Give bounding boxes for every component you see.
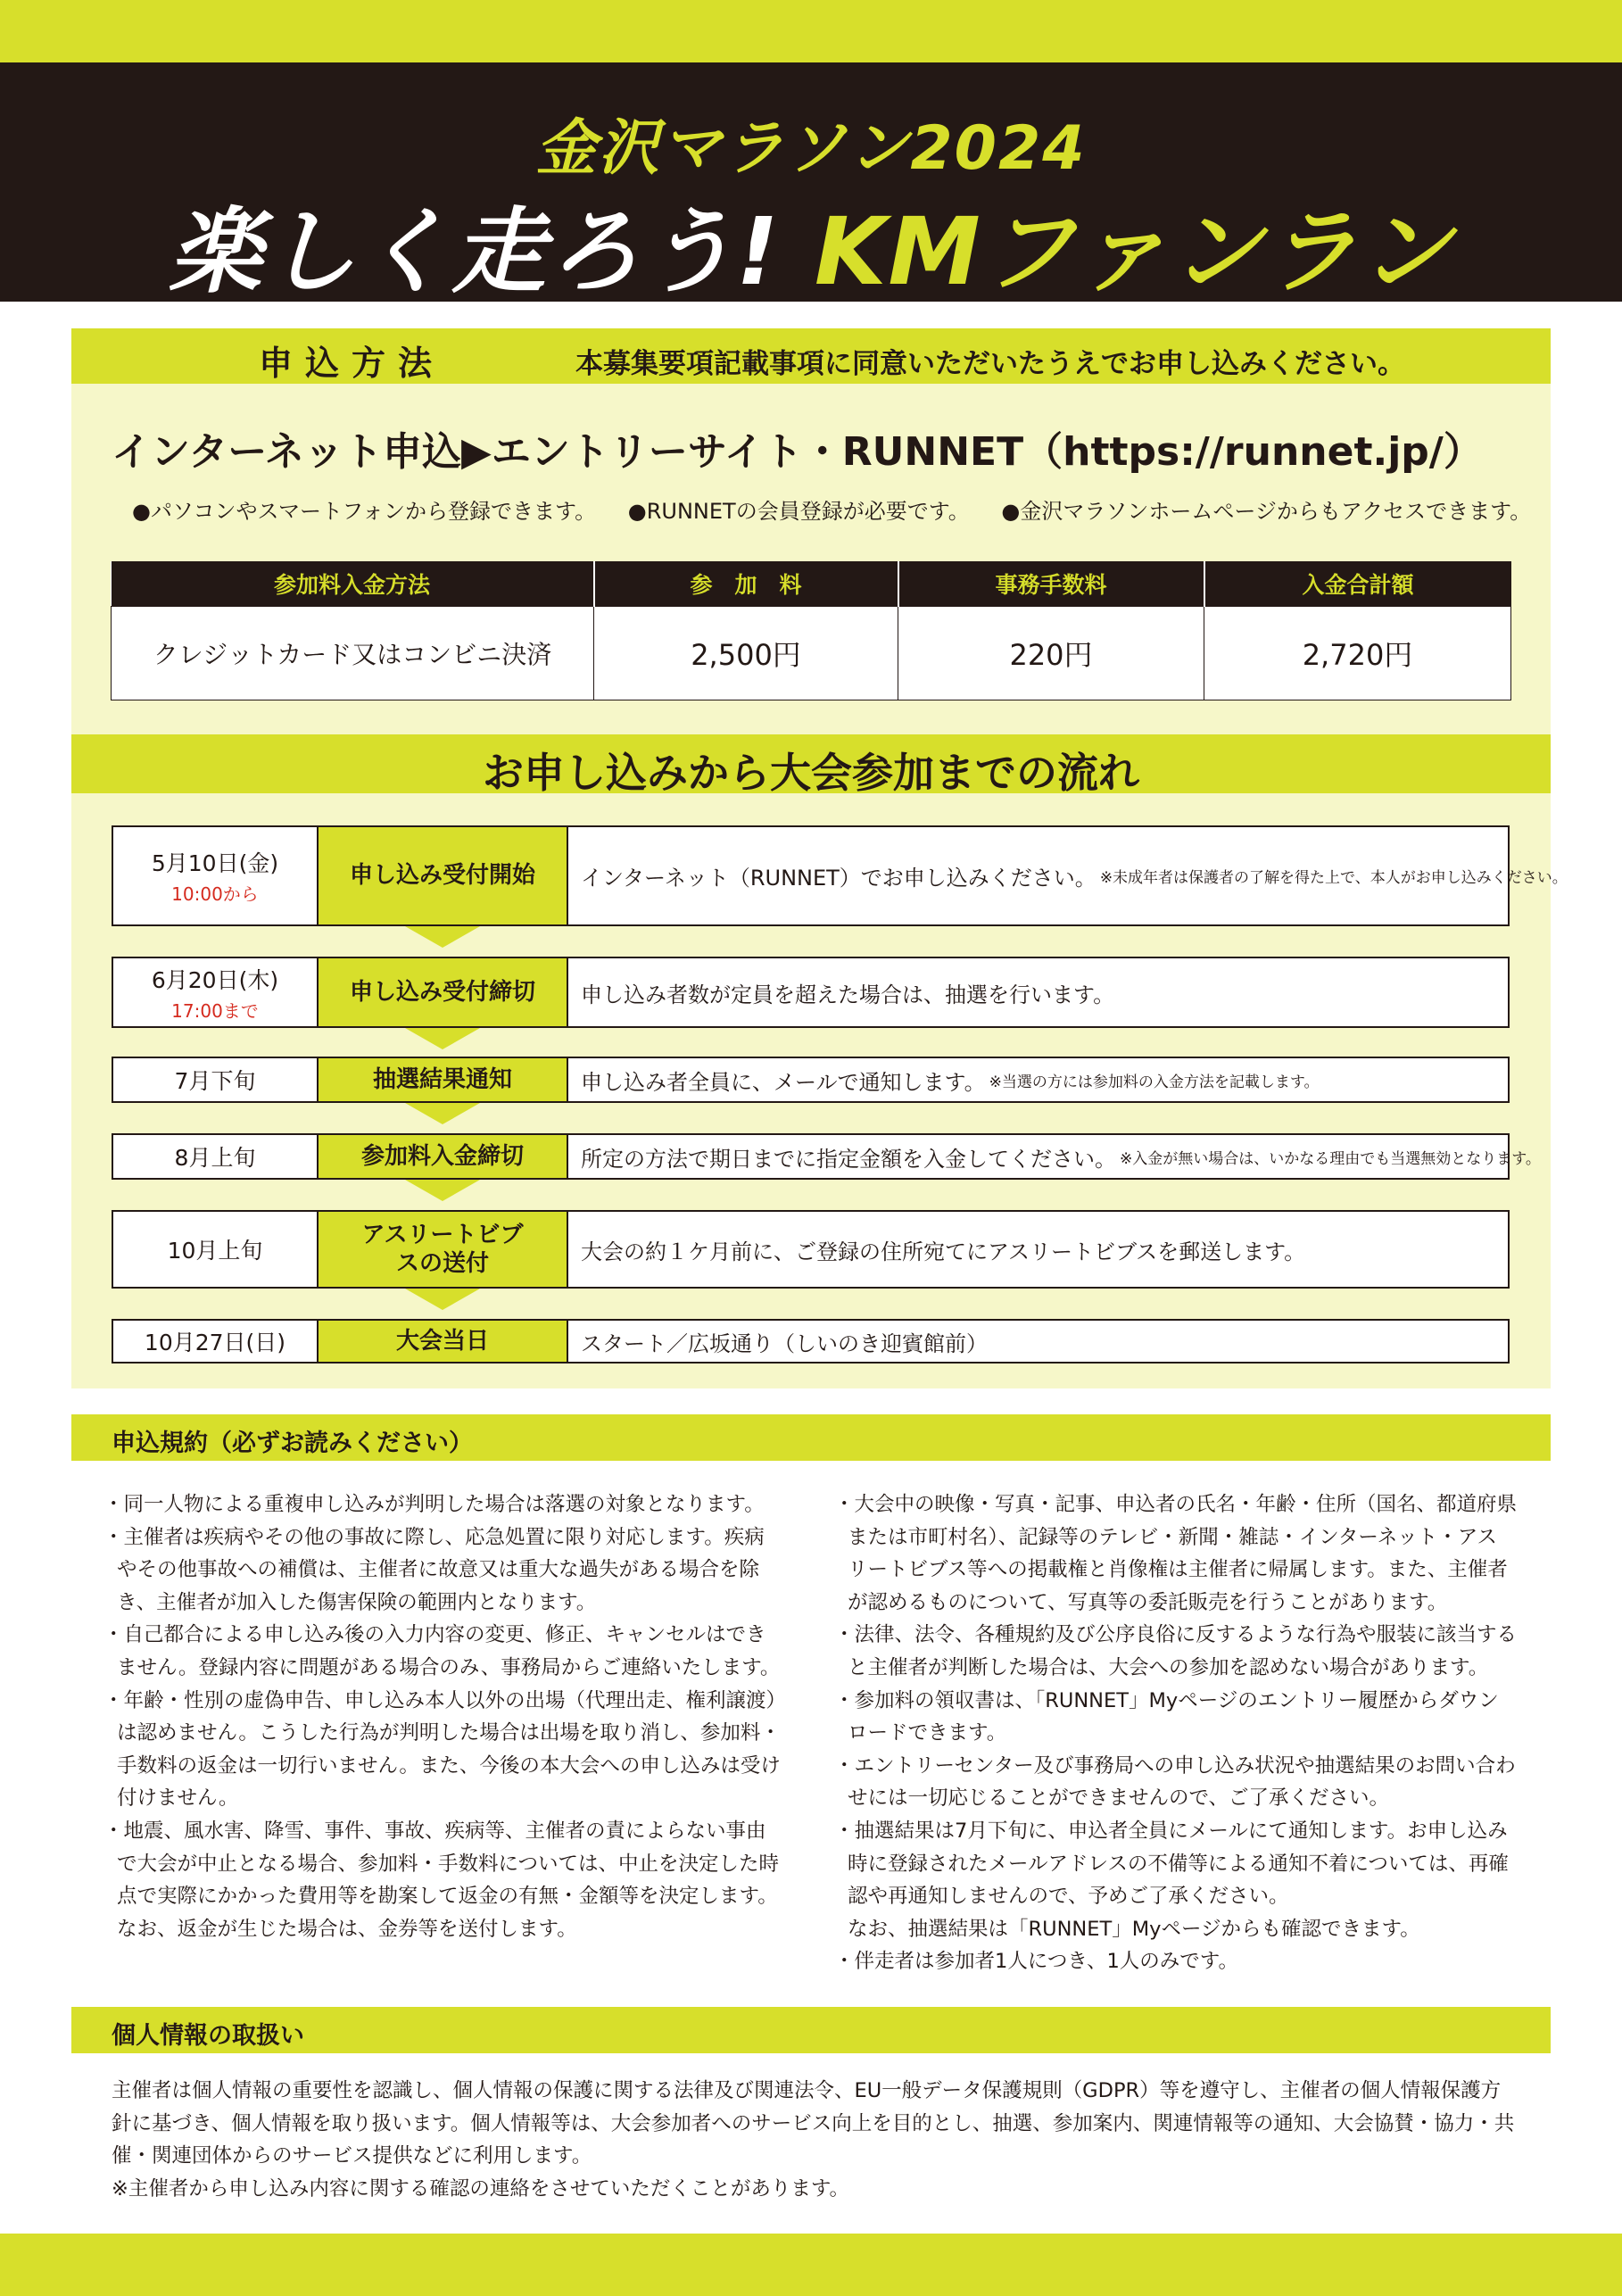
flow-step	[112, 957, 1510, 1028]
note-item: ●パソコンやスマートフォンから登録できます。	[132, 499, 597, 524]
column-header: 参加料入金方法	[112, 561, 594, 607]
step-stage: 申し込み受付開始	[319, 825, 567, 926]
page-title	[0, 177, 1622, 311]
step-note: ※入金が無い場合は、いかなる理由でも当選無効となります。	[1120, 1149, 1541, 1168]
step-description: 申し込み者全員に、メールで通知します。 ※当選の方には参加料の入金方法を記載します。	[567, 1057, 1510, 1103]
rule-item: ・自己都合による申し込み後の入力内容の変更、修正、キャンセルはできません。登録内容に問題がある場合のみ、事務局からご連絡いたします。	[103, 1623, 781, 1679]
step-date: 5月10日(金) 10:00から	[112, 825, 319, 926]
step-arrow	[405, 1028, 480, 1049]
column-header: 入金合計額	[1204, 561, 1511, 607]
title-main: 楽しく走ろう!	[169, 197, 815, 306]
step-arrow	[405, 1103, 480, 1124]
apply-method-lead: 本募集要項記載事項に同意いただいたうえでお申し込みください。	[575, 348, 1405, 380]
step-date: 7月下旬	[112, 1057, 319, 1103]
column-header: 事務手数料	[898, 561, 1204, 607]
step-description: 申し込み者数が定員を超えた場合は、抽選を行います。	[567, 957, 1510, 1028]
flow-bar	[71, 734, 1551, 797]
privacy-body: 主催者は個人情報の重要性を認識し、個人情報の保護に関する法律及び関連法令、EU一般データ保護規則（GDPR）等を遵守し、主催者の個人情報保護方針に基づき、個人情報を取り扱います。個人情報等は、大会参加者へのサービス向上を目的とし、抽選、参加案内、関連情報等の通知、大会協賛・協力・共催・関連団体からのサービス提供などに利用します。	[112, 2079, 1515, 2168]
flow-heading: お申し込みから大会参加までの流れ	[483, 749, 1139, 797]
rules-bar	[71, 1414, 1551, 1461]
rule-item-continuation: なお、抽選結果は「RUNNET」Myページからも確認できます。	[848, 1917, 1420, 1941]
flow-step	[112, 1133, 1541, 1180]
step-description: インターネット（RUNNET）でお申し込みください。 ※未成年者は保護者の了解を得た上で、本人がお申し込みください。	[567, 825, 1510, 926]
entry-fee-cell: 2,500円	[594, 607, 898, 700]
apply-method-bar	[71, 328, 1551, 384]
table-row	[112, 607, 1511, 700]
step-date-sub: 10:00から	[171, 883, 259, 905]
column-header: 参 加 料	[594, 561, 898, 607]
total-amount-cell: 2,720円	[1204, 607, 1511, 700]
rule-item: ・地震、風水害、降雪、事件、事故、疾病等、主催者の責によらない事由で大会が中止となる場合、参加料・手数料については、中止を決定した時点で実際にかかった費用等を勘案して返金の有無・金額等を決定します。なお、返金が生じた場合は、金券等を送付します。	[103, 1819, 780, 1941]
step-stage: 大会当日	[319, 1319, 567, 1364]
rule-item: ・主催者は疾病やその他の事故に際し、応急処置に限り対応します。疾病やその他事故への補償は、主催者に故意又は重大な過失がある場合を除き、主催者が加入した傷害保険の範囲内となります。	[103, 1525, 765, 1614]
handling-fee-cell: 220円	[898, 607, 1204, 700]
step-date: 6月20日(木) 17:00まで	[112, 957, 319, 1028]
rule-item: ・年齢・性別の虚偽申告、申し込み本人以外の出場（代理出走、権利譲渡）は認めません。こうした行為が判明した場合は出場を取り消し、参加料・手数料の返金は一切行いません。また、今後の本大会への申し込みは受け付けません。	[103, 1688, 781, 1811]
step-date-sub: 17:00まで	[171, 999, 259, 1022]
internet-entry-title: インターネット申込▶エントリーサイト・RUNNET（https://runnet.jp/）	[112, 429, 1483, 475]
privacy-heading: 個人情報の取扱い	[112, 2022, 304, 2050]
rule-item: ・エントリーセンター及び事務局への申し込み状況や抽選結果のお問い合わせには一切応じることができませんので、ご了承ください。	[834, 1753, 1516, 1811]
payment-method-cell: クレジットカード又はコンビニ決済	[112, 607, 594, 700]
step-arrow	[405, 926, 480, 948]
step-arrow	[405, 1180, 480, 1201]
internet-notes	[132, 493, 1556, 525]
step-description: スタート／広坂通り（しいのき迎賓館前）	[567, 1319, 1510, 1364]
note-item: ●RUNNETの会員登録が必要です。	[627, 499, 970, 524]
flow-step	[112, 1319, 1510, 1364]
step-note: ※未成年者は保護者の了解を得た上で、本人がお申し込みください。	[1099, 869, 1568, 887]
rules-left-column	[103, 1488, 782, 1945]
step-description: 所定の方法で期日までに指定金額を入金してください。 ※入金が無い場合は、いかなる理由でも当選無効となります。	[567, 1133, 1510, 1180]
privacy-note: ※主催者から申し込み内容に関する確認の連絡をさせていただくことがあります。	[112, 2176, 850, 2201]
page-header	[0, 62, 1622, 306]
step-date: 10月27日(日)	[112, 1319, 319, 1364]
privacy-bar	[71, 2007, 1551, 2053]
bottom-accent-band	[0, 2234, 1622, 2296]
fee-table	[111, 561, 1511, 700]
rule-item: ・法律、法令、各種規約及び公序良俗に反するような行為や服装に該当すると主催者が判断した場合は、大会への参加を認めない場合があります。	[834, 1623, 1518, 1679]
rule-item: ・大会中の映像・写真・記事、申込者の氏名・年齢・住所（国名、都道府県または市町村名）、記録等のテレビ・新聞・雑誌・インターネット・アスリートビブス等への掲載権と肖像権は主催者に帰属します。また、主催者が認めるものについて、写真等の委託販売を行うことがあります。	[834, 1493, 1518, 1614]
rule-item: ・伴走者は参加者1人につき、1人のみです。	[834, 1950, 1238, 1974]
rule-item: ・同一人物による重複申し込みが判明した場合は落選の対象となります。	[103, 1493, 765, 1516]
privacy-text	[112, 2075, 1517, 2205]
step-description: 大会の約１ケ月前に、ご登録の住所宛てにアスリートビブスを郵送します。	[567, 1210, 1510, 1289]
rules-heading: 申込規約（必ずお読みください）	[112, 1430, 473, 1457]
note-item: ●金沢マラソンホームページからもアクセスできます。	[1001, 499, 1532, 524]
step-stage: 申し込み受付締切	[319, 957, 567, 1028]
title-accent: KMファンラン	[814, 197, 1453, 306]
apply-method-heading: 申込方法	[259, 344, 445, 383]
top-accent-band	[0, 0, 1622, 62]
rule-item: ・抽選結果は7月下旬に、申込者全員にメールにて通知します。お申し込み時に登録されたメールアドレスの不備等による通知不着については、再確認や再通知しませんので、予めご了承ください。	[834, 1819, 1509, 1909]
flow-step	[112, 1210, 1510, 1289]
step-stage: アスリートビブスの送付	[319, 1210, 567, 1289]
rules-right-column	[834, 1488, 1517, 1978]
step-date: 10月上旬	[112, 1210, 319, 1289]
flow-step	[112, 1057, 1510, 1103]
step-date: 8月上旬	[112, 1133, 319, 1180]
step-note: ※当選の方には参加料の入金方法を記載します。	[989, 1073, 1320, 1091]
rule-item: ・参加料の領収書は、「RUNNET」Myページのエントリー履歴からダウンロードできます。	[834, 1688, 1499, 1745]
step-stage: 抽選結果通知	[319, 1057, 567, 1103]
step-arrow	[405, 1289, 480, 1310]
event-subtitle: 金沢マラソン2024	[535, 113, 1087, 184]
flow-step	[112, 825, 1568, 926]
table-header-row	[112, 561, 1511, 607]
step-stage: 参加料入金締切	[319, 1133, 567, 1180]
